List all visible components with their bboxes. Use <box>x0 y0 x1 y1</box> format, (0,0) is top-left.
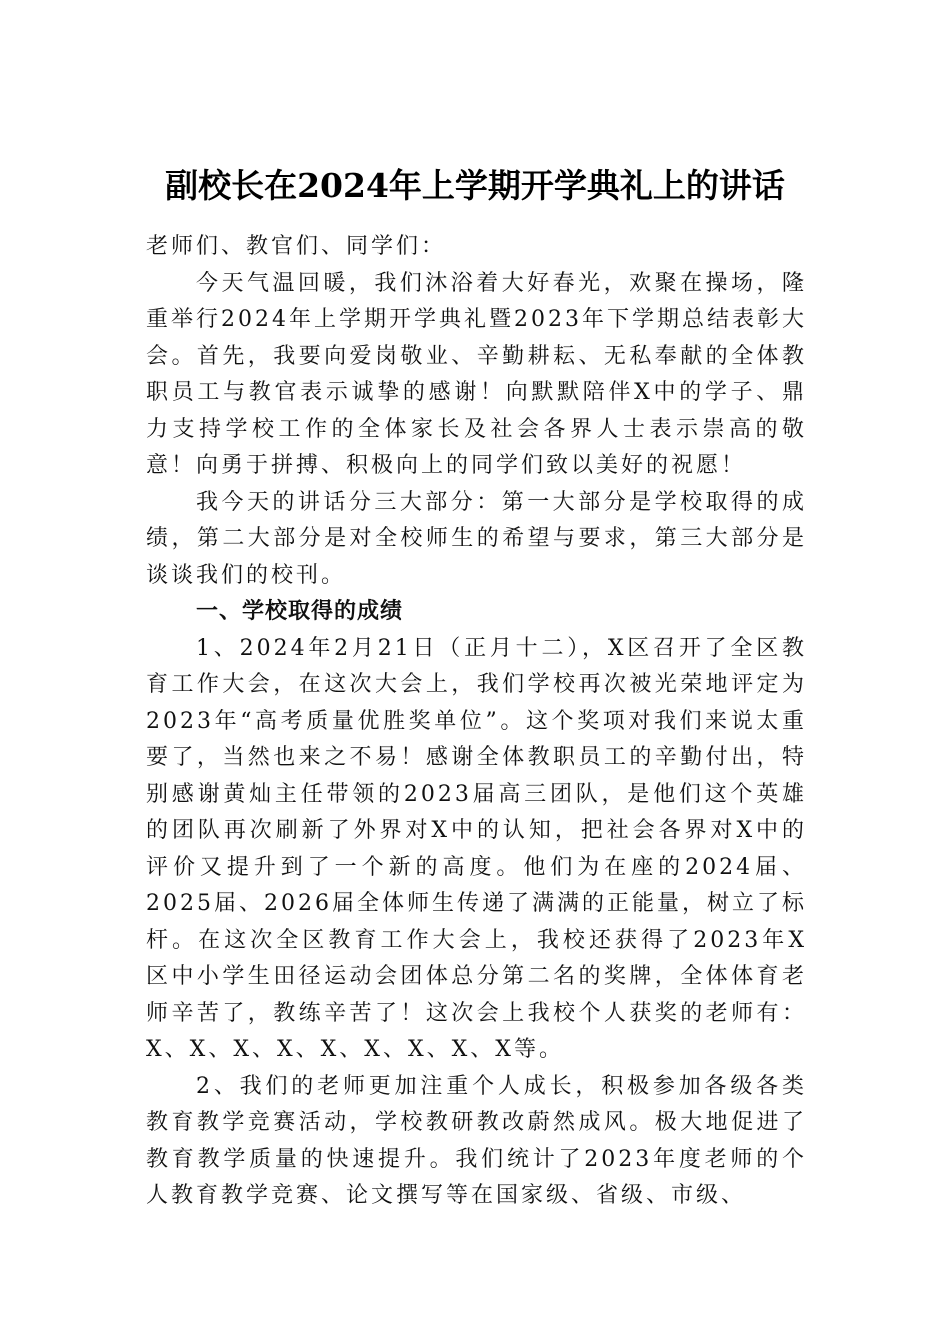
paragraph-achievement-2: 2、我们的老师更加注重个人成长，积极参加各级各类教育教学竞赛活动，学校教研教改蔚然成风。极大地促进了教育教学质量的快速提升。我们统计了2023年度老师的个人教育教学竞赛、论文撰写等在国家级、省级、市级、 <box>146 1073 807 1208</box>
section-heading: 一、学校取得的成绩 <box>196 599 404 624</box>
paragraph-opening: 今天气温回暖，我们沐浴着大好春光，欢聚在操场，隆重举行2024年上学期开学典礼暨2023年下学期总结表彰大会。首先，我要向爱岗敬业、辛勤耕耘、无私奉献的全体教职员工与教官表示诚挚的感谢！向默默陪伴X中的学子、鼎力支持学校工作的全体家长及社会各界人士表示崇高的敬意！向勇于拼搏、积极向上的同学们致以美好的祝愿！ <box>146 270 807 478</box>
paragraph-outline: 我今天的讲话分三大部分：第一大部分是学校取得的成绩，第二大部分是对全校师生的希望与要求，第三大部分是谈谈我们的校刊。 <box>146 489 807 588</box>
document-title: 副校长在2024年上学期开学典礼上的讲话 <box>165 166 785 205</box>
paragraph-achievement-1: 1、2024年2月21日（正月十二），X区召开了全区教育工作大会，在这次大会上，我们学校再次被光荣地评定为2023年“高考质量优胜奖单位”。这个奖项对我们来说太重要了，当然也来之不易！感谢全体教职员工的辛勤付出，特别感谢黄灿主任带领的2023届高三团队，是他们这个英雄的团队再次刷新了外界对X中的认知，把社会各界对X中的评价又提升到了一个新的高度。他们为在座的2024届、2025届、2026届全体师生传递了满满的正能量，树立了标杆。在这次全区教育工作大会上，我校还获得了2023年X区中小学生田径运动会团体总分第二名的奖牌，全体体育老师辛苦了，教练辛苦了！这次会上我校个人获奖的老师有：X、X、X、X、X、X、X、X、X等。 <box>146 635 807 1062</box>
salutation: 老师们、教官们、同学们： <box>146 234 447 259</box>
document-body <box>146 229 807 1215</box>
